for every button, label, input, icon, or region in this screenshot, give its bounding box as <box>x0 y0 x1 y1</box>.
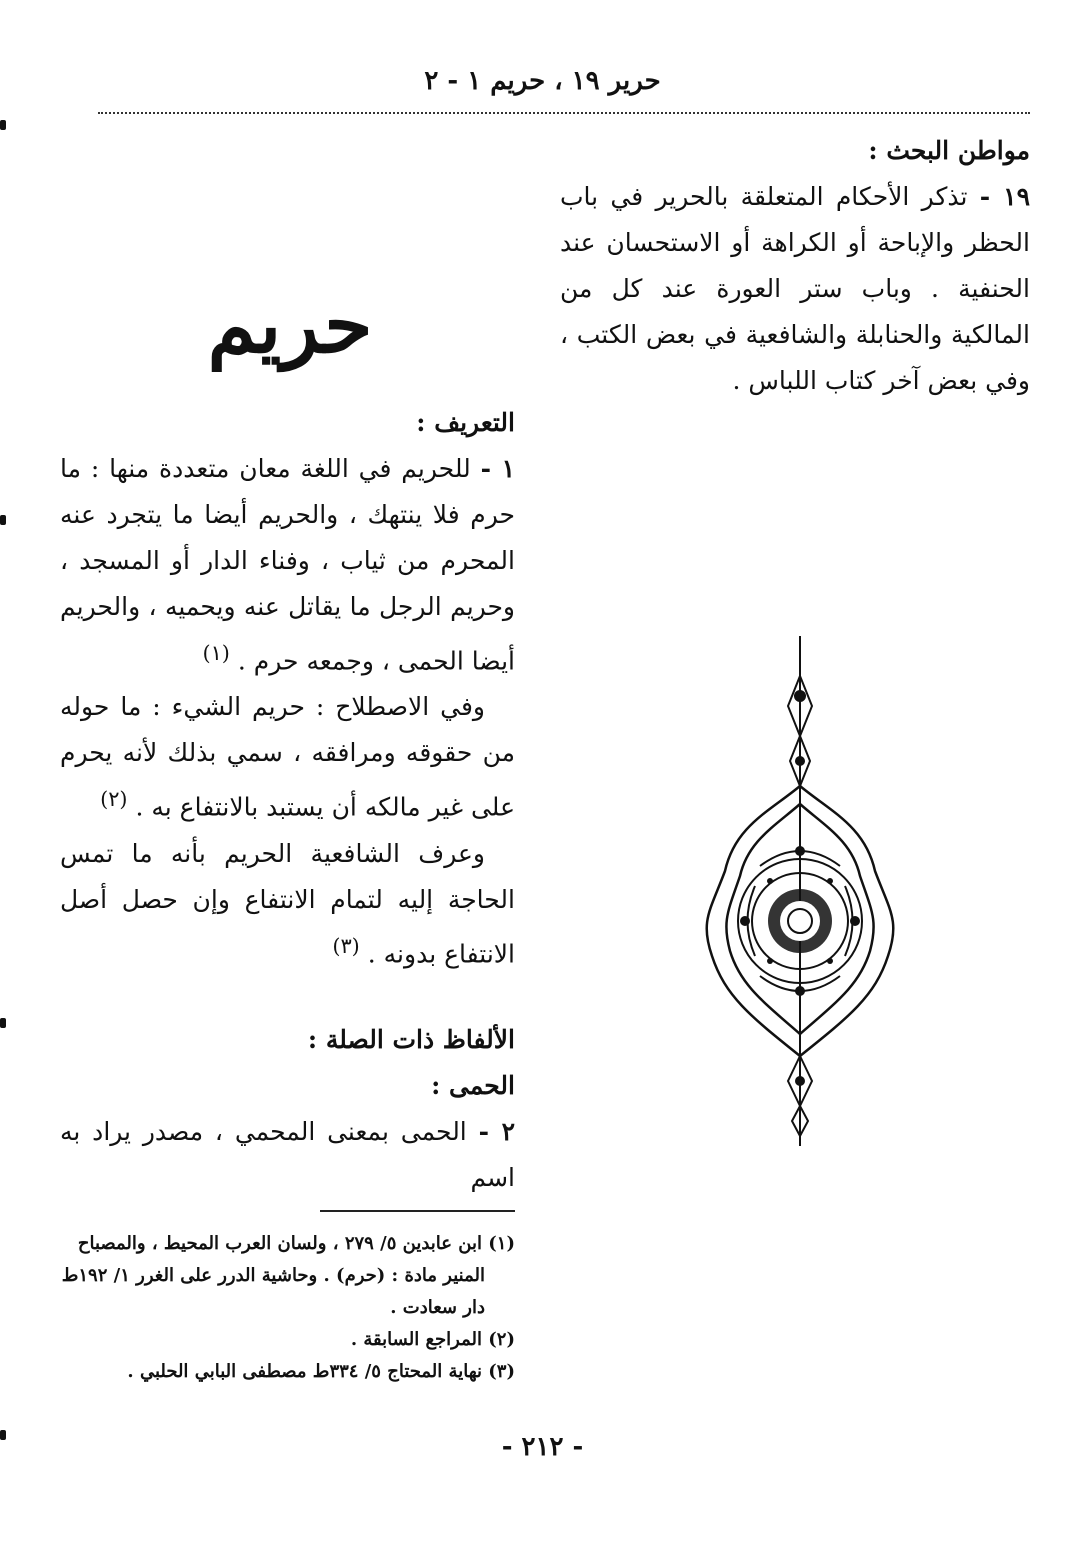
entry-title: حريم <box>207 280 373 371</box>
margin-mark <box>0 1018 6 1028</box>
paragraph-number: ١٩ - <box>979 182 1030 211</box>
paragraph-text: وفي الاصطلاح : حريم الشيء : ما حوله من حقوقه ومرافقه ، سمي بذلك لأنه يحرم على غير مالكه أن يستبد بالانتفاع به . <box>60 692 515 822</box>
paragraph-1 <box>60 446 515 684</box>
footnote-1-cont: المنير مادة : (حرم) . وحاشية الدرر على الغرر ١/ ١٩٢ط <box>61 1265 485 1286</box>
footnote-1: (١) ابن عابدين ٥/ ٢٧٩ ، ولسان العرب المحيط ، والمصباح <box>77 1233 515 1254</box>
footnote-ref: (٣) <box>332 933 360 958</box>
running-header: حرير ١٩ ، حريم ١ - ٢ <box>424 66 661 96</box>
paragraph-number: ٢ - <box>478 1116 515 1146</box>
margin-mark <box>0 515 6 525</box>
footnote-3: (٣) نهاية المحتاج ٥/ ٣٣٤ط مصطفى البابي الحلبي . <box>127 1361 515 1382</box>
footnotes <box>60 1228 515 1388</box>
paragraph-text: تذكر الأحكام المتعلقة بالحرير في باب الحظر والإباحة أو الكراهة أو الاستحسان عند الحنفية . وباب ستر العورة عند كل من المالكية والحنابلة والشافعية في بعض الكتب ، وفي بعض آخر كتاب اللباس . <box>560 182 1030 395</box>
footnote-separator <box>320 1210 515 1212</box>
footnote-1-cont: دار سعادت . <box>390 1297 485 1318</box>
page-number: - ٢١٢ - <box>501 1432 584 1462</box>
paragraph-2 <box>60 1109 515 1201</box>
paragraph-text: الحمى بمعنى المحمي ، مصدر يراد به اسم <box>60 1116 515 1192</box>
right-column <box>560 128 1030 404</box>
paragraph-shafii <box>60 831 515 977</box>
footnote-2: (٢) المراجع السابقة . <box>350 1329 515 1350</box>
section-heading-sources: مواطن البحث : <box>868 136 1030 165</box>
footnote-ref: (٢) <box>100 787 128 812</box>
margin-mark <box>0 120 6 130</box>
margin-mark <box>0 1430 6 1440</box>
related-sub-heading: الحمى : <box>431 1070 515 1100</box>
paragraph-text: وعرف الشافعية الحريم بأنه ما تمس الحاجة إليه لتمام الانتفاع وإن حصل أصل الانتفاع بدونه . <box>60 838 515 968</box>
paragraph-number: ١ - <box>480 454 515 483</box>
header-dotted-rule <box>98 112 1030 114</box>
definition-heading: التعريف : <box>416 408 515 437</box>
related-terms-heading: الألفاظ ذات الصلة : <box>307 1024 515 1054</box>
paragraph-terminology <box>60 684 515 830</box>
paragraph-19 <box>560 174 1030 404</box>
footnote-ref: (١) <box>202 641 230 665</box>
paragraph-text: للحريم في اللغة معان متعددة منها : ما حرم فلا ينتهك ، والحريم أيضا ما يتجرد عنه المحرم من ثياب ، وفناء الدار أو المسجد ، وحريم الرجل ما يقاتل عنه ويحميه ، والحريم أيضا الحمى ، وجمعه حرم . <box>60 454 515 676</box>
ornament-icon <box>700 636 900 1146</box>
left-column <box>60 400 515 1201</box>
